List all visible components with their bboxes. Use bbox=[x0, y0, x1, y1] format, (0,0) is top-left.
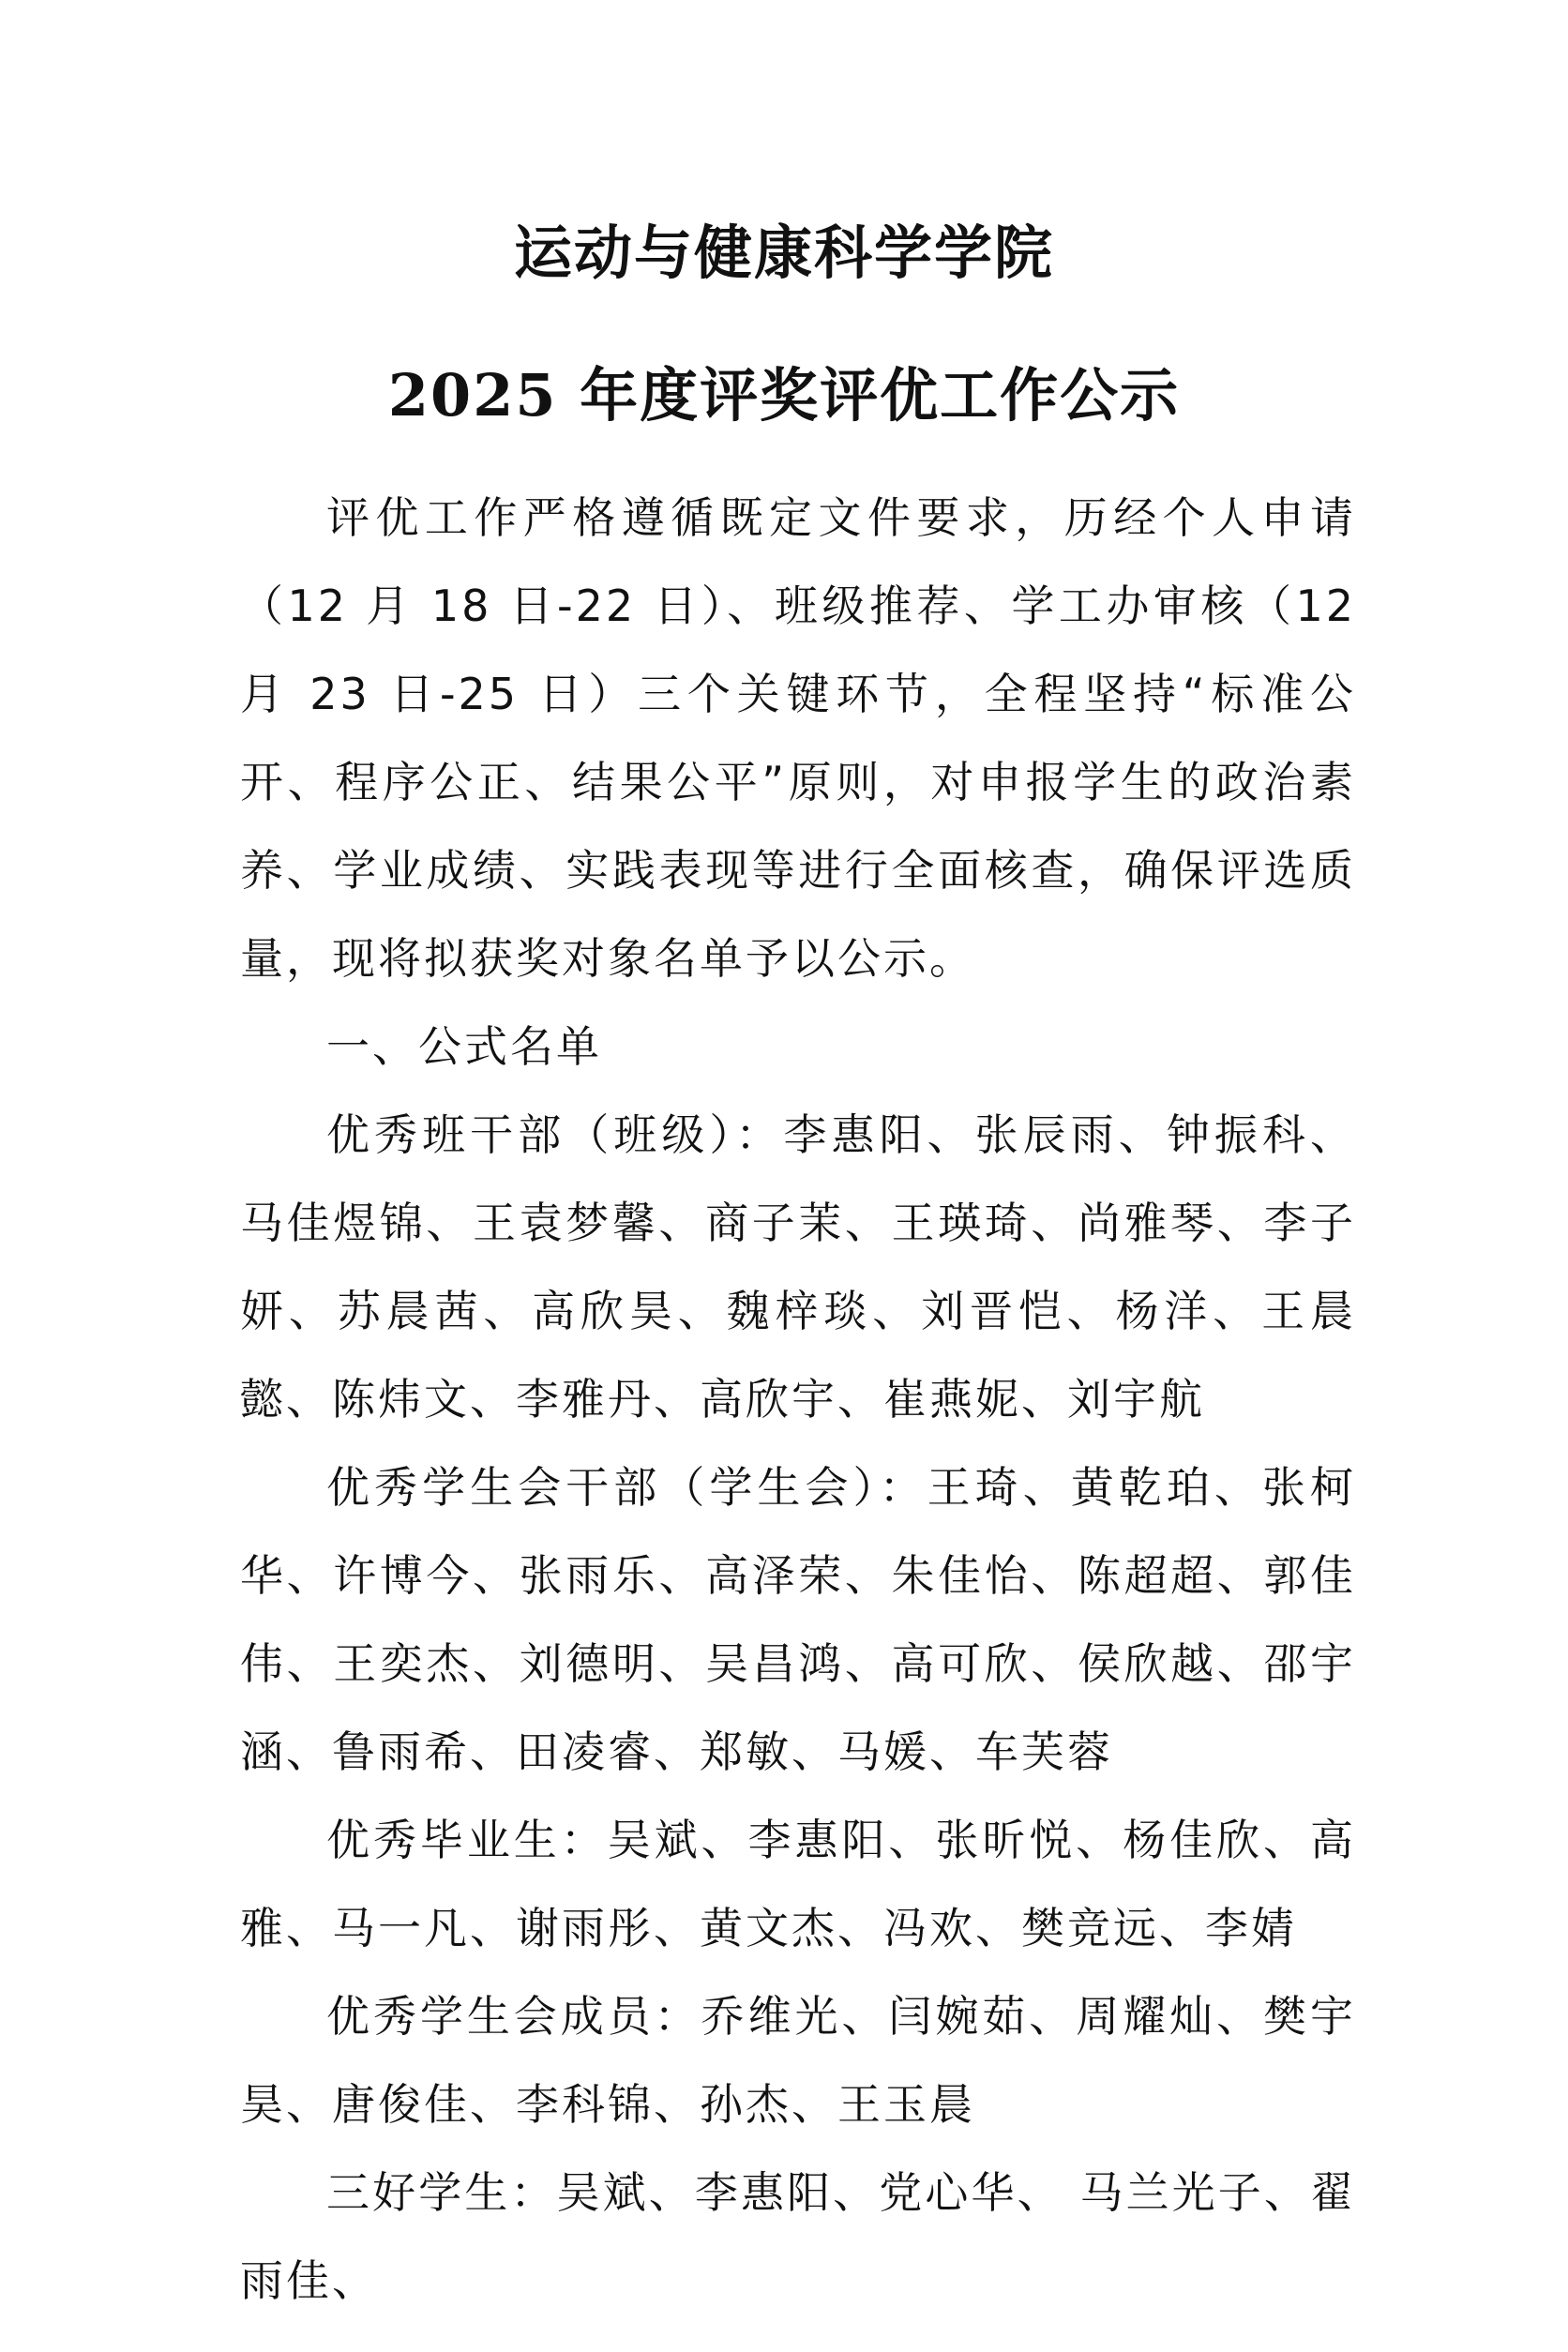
award-list-outstanding-graduates: 优秀毕业生：吴斌、李惠阳、张昕悦、杨佳欣、高雅、马一凡、谢雨彤、黄文杰、冯欢、樊竞远、李婧 bbox=[240, 1815, 1356, 1953]
document-title-line-2: 2025 年度评奖评优工作公示 bbox=[387, 361, 1181, 430]
award-list-outstanding-class-cadres: 优秀班干部（班级）：李惠阳、张辰雨、钟振科、马佳煜锦、王袁梦馨、商子茉、王瑛琦、尚雅琴、李子妍、苏晨茜、高欣昊、魏梓琰、刘晋恺、杨洋、王晨懿、陈炜文、李雅丹、高欣宇、崔燕妮、刘宇航 bbox=[240, 1109, 1356, 1425]
section-heading: 一、公式名单 bbox=[326, 1021, 602, 1072]
document-title-line-1: 运动与健康科学学院 bbox=[513, 219, 1054, 287]
award-list-three-good-students: 三好学生：吴斌、李惠阳、党心华、 马兰光子、翟雨佳、 bbox=[240, 2167, 1356, 2306]
intro-paragraph: 评优工作严格遵循既定文件要求，历经个人申请（12 月 18 日-22 日）、班级推荐、学工办审核（12 月 23 日-25 日）三个关键环节，全程坚持“标准公开、程序公正、结果公平”原则，对申报学生的政治素养、学业成绩、实践表现等进行全面核查，确保评选质量，现将拟获奖对象名单予以公示。 bbox=[240, 492, 1356, 984]
award-list-outstanding-student-union-members: 优秀学生会成员：乔维光、闫婉茹、周耀灿、樊宇昊、唐俊佳、李科锦、孙杰、王玉晨 bbox=[240, 1991, 1356, 2130]
award-list-outstanding-student-union-cadres: 优秀学生会干部（学生会）：王琦、黄乾珀、张柯华、许博今、张雨乐、高泽荣、朱佳怡、陈超超、郭佳伟、王奕杰、刘德明、吴昌鸿、高可欣、侯欣越、邵宇涵、鲁雨希、田凌睿、郑敏、马媛、车芙蓉 bbox=[240, 1462, 1356, 1777]
document-body bbox=[240, 474, 1356, 2325]
